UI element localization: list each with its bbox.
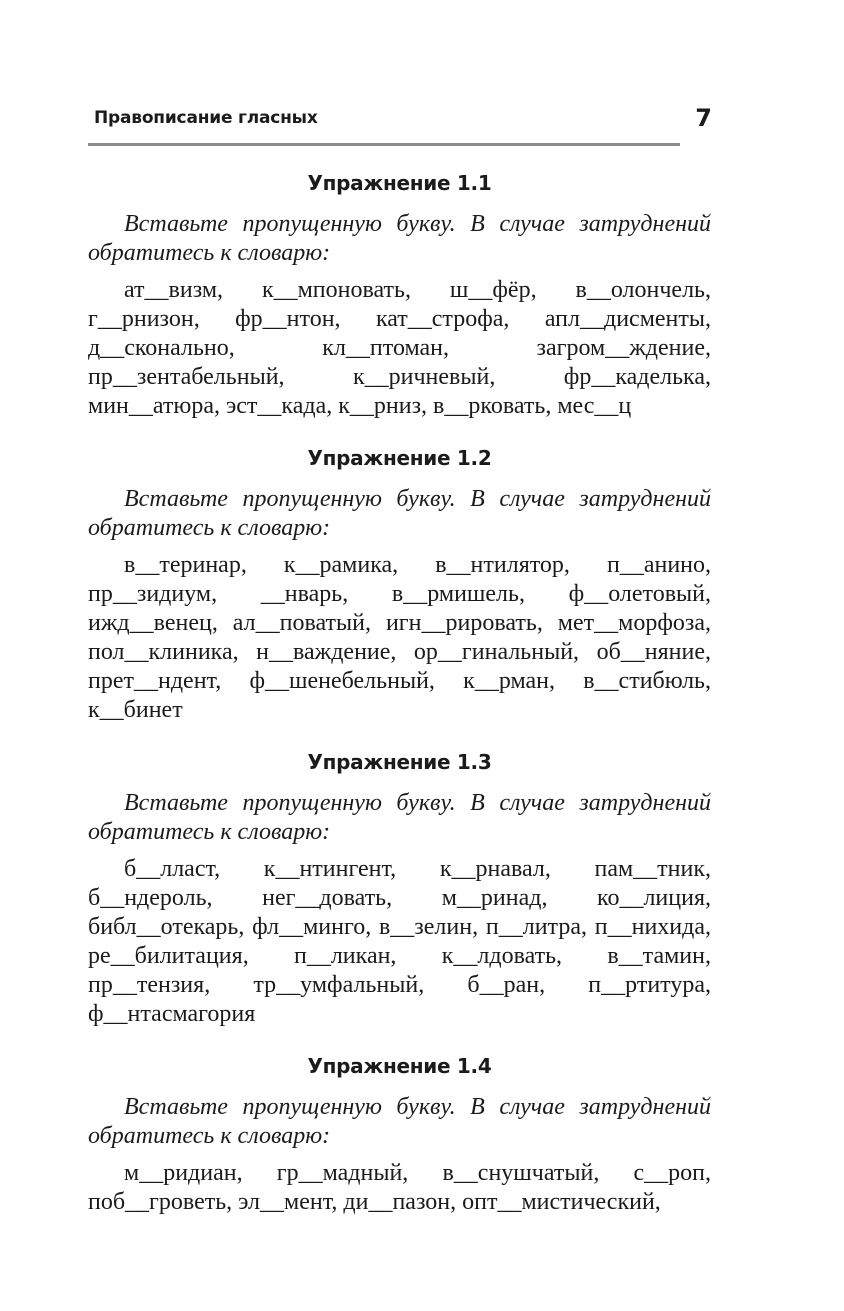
exercise-word-list: м__ридиан, гр__мадный, в__снушчатый, с__роп, поб__гроветь, эл__мент, ди__пазон, опт__мистический, <box>88 1160 711 1215</box>
exercise-word-list: в__теринар, к__рамика, в__нтилятор, п__анино, пр__зидиум, __нварь, в__рмишель, ф__олетовый, ижд__венец, ал__поватый, игн__рировать, мет__морфоза, пол__клиника, н__важдение, ор__гинальный, об__няние, прет__ндент, ф__шенебельный, к__рман, в__стибюль, к__бинет <box>88 552 711 723</box>
header-divider <box>88 143 680 146</box>
exercise-instruction: Вставьте пропущенную букву. В случае затруднений обратитесь к словарю: <box>88 211 711 266</box>
exercise-instruction: Вставьте пропущенную букву. В случае затруднений обратитесь к словарю: <box>88 486 711 541</box>
exercise-1-3 <box>88 747 711 1029</box>
exercise-word-list: б__лласт, к__нтингент, к__рнавал, пам__тник, б__ндероль, нег__довать, м__ринад, ко__лиция, библ__отекарь, фл__минго, в__зелин, п__литра, п__нихида, ре__билитация, п__ликан, к__лдовать, в__тамин, пр__тензия, тр__умфальный, б__ран, п__ртитура, ф__нтасмагория <box>88 856 711 1027</box>
exercise-title: Упражнение 1.2 <box>307 446 492 470</box>
page-content <box>88 168 711 1239</box>
section-title: Правописание гласных <box>94 108 318 128</box>
exercise-title: Упражнение 1.1 <box>307 171 492 195</box>
exercise-instruction: Вставьте пропущенную букву. В случае затруднений обратитесь к словарю: <box>88 1094 711 1149</box>
exercise-instruction: Вставьте пропущенную букву. В случае затруднений обратитесь к словарю: <box>88 790 711 845</box>
running-header <box>94 104 712 132</box>
exercise-1-4 <box>88 1051 711 1217</box>
exercise-title: Упражнение 1.4 <box>307 1054 492 1078</box>
exercise-word-list: ат__визм, к__мпоновать, ш__фёр, в__олончель, г__рнизон, фр__нтон, кат__строфа, апл__дисменты, д__сконально, кл__птоман, загром__ждение, пр__зентабельный, к__ричневый, фр__каделька, мин__атюра, эст__када, к__рниз, в__рковать, мес__ц <box>88 277 711 419</box>
exercise-1-1 <box>88 168 711 421</box>
exercise-1-2 <box>88 443 711 725</box>
exercise-title: Упражнение 1.3 <box>307 750 492 774</box>
page-number: 7 <box>695 104 712 132</box>
